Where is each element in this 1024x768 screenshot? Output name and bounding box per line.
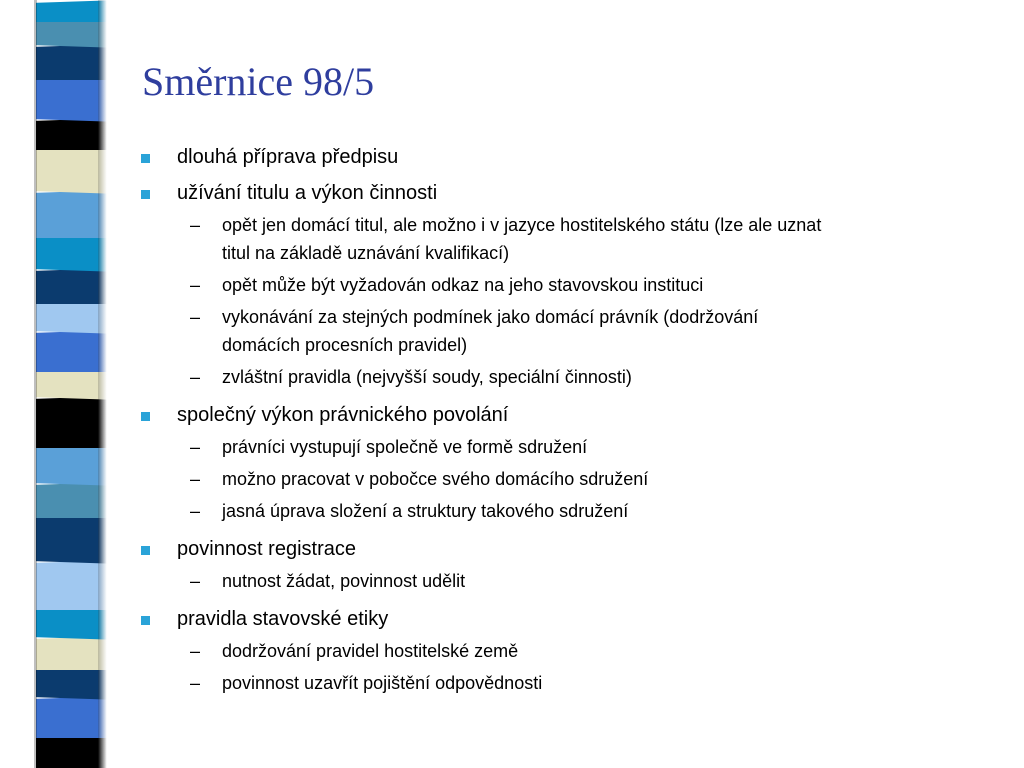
sub-bullet-item: opět jen domácí titul, ale možno i v jazyce hostitelského státu (lze ale uznat xyxy=(222,215,822,235)
bullet-item: společný výkon právnického povolání xyxy=(177,404,509,426)
sub-bullet-dash: – xyxy=(190,501,201,521)
bullet-marker xyxy=(141,190,150,199)
bullet-item: povinnost registrace xyxy=(177,538,356,560)
sub-bullet-dash: – xyxy=(190,673,201,693)
sub-bullet-item: zvláštní pravidla (nejvyšší soudy, speciální činnosti) xyxy=(222,367,632,387)
sub-bullet-dash: – xyxy=(190,367,201,387)
bullet-marker xyxy=(141,546,150,555)
sub-bullet-dash: – xyxy=(190,275,201,295)
sub-bullet-item: domácích procesních pravidel) xyxy=(222,335,468,355)
bullet-marker xyxy=(141,412,150,421)
sub-bullet-item: opět může být vyžadován odkaz na jeho stavovskou instituci xyxy=(222,275,704,295)
sub-bullet-item: dodržování pravidel hostitelské země xyxy=(222,641,519,661)
sub-bullet-dash: – xyxy=(190,215,201,235)
sub-bullet-item: nutnost žádat, povinnost udělit xyxy=(222,571,466,591)
sub-bullet-dash: – xyxy=(190,469,201,489)
sub-bullet-dash: – xyxy=(190,307,201,327)
bullet-item: dlouhá příprava předpisu xyxy=(177,146,399,168)
bullet-marker xyxy=(141,616,150,625)
sub-bullet-item: titul na základě uznávání kvalifikací) xyxy=(222,243,510,263)
bullet-marker xyxy=(141,154,150,163)
sub-bullet-item: jasná úprava složení a struktury takového sdružení xyxy=(222,501,629,521)
sub-bullet-item: povinnost uzavřít pojištění odpovědnosti xyxy=(222,673,543,693)
sub-bullet-item: právníci vystupují společně ve formě sdružení xyxy=(222,437,588,457)
sub-bullet-dash: – xyxy=(190,641,201,661)
bullet-item: užívání titulu a výkon činnosti xyxy=(177,182,438,204)
sub-bullet-dash: – xyxy=(190,571,201,591)
sub-bullet-item: vykonávání za stejných podmínek jako domácí právník (dodržování xyxy=(222,307,759,327)
slide-title: Směrnice 98/5 xyxy=(142,59,375,104)
sub-bullet-dash: – xyxy=(190,437,201,457)
bullet-item: pravidla stavovské etiky xyxy=(177,608,389,630)
sub-bullet-item: možno pracovat v pobočce svého domácího sdružení xyxy=(222,469,649,489)
